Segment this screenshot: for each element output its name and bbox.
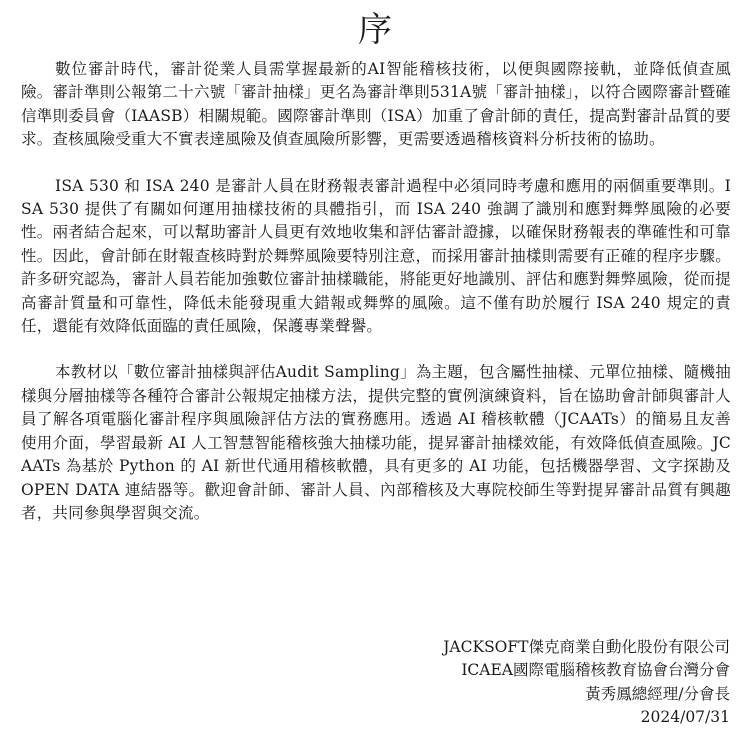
signature-company: JACKSOFT傑克商業自動化股份有限公司 bbox=[443, 638, 730, 656]
signature-date: 2024/07/31 bbox=[640, 708, 730, 727]
paragraph-2: ISA 530 和 ISA 240 是審計人員在財務報表審計過程中必須同時考慮和應用的兩個重要準則。ISA 530 提供了有關如何運用抽樣技術的具體指引，而 ISA 240 強調了識別和應對舞弊風險的必要性。兩者結合起來，可以幫助審計人員更有效地收集和評估審計證據，以確保財務報表的準確性和可靠性。因此，會計師在財報查核時對於舞弊風險要特別注意，而採用審計抽樣則需要有正確的程序步驟。許多研究認為，審計人員若能加強數位審計抽樣職能，將能更好地識別、評估和應對舞弊風險，從而提高審計質量和可靠性，降低未能發現重大錯報或舞弊的風險。這不僅有助於履行 ISA 240 規定的責任，還能有效降低面臨的責任風險，保護專業聲譽。 bbox=[21, 176, 731, 336]
page-title: 序 bbox=[358, 10, 392, 50]
preface-body bbox=[21, 58, 731, 525]
paragraph-3: 本教材以「數位審計抽樣與評估Audit Sampling」為主題，包含屬性抽樣、元單位抽樣、隨機抽樣與分層抽樣等各種符合審計公報規定抽樣方法，提供完整的實例演練資料，旨在協助會計師與審計人員了解各項電腦化審計程序與風險評估方法的實務應用。透過 AI 稽核軟體（JCAATs）的簡易且友善使用介面，學習最新 AI 人工智慧智能稽核強大抽樣功能，提昇審計抽樣效能，有效降低偵查風險。JCAATs 為基於 Python 的 AI 新世代通用稽核軟體，具有更多的 AI 功能，包括機器學習、文字探勘及 OPEN DATA 連結器等。歡迎會計師、審計人員、內部稽核及大專院校師生等對提昇審計品質有興趣者，共同參與學習與交流。 bbox=[21, 363, 731, 522]
paragraph-1: 數位審計時代，審計從業人員需掌握最新的AI智能稽核技術，以便與國際接軌，並降低偵查風險。審計準則公報第二十六號「審計抽樣」更名為審計準則531A號「審計抽樣」，以符合國際審計暨確信準則委員會（IAASB）相關規範。國際審計準則（ISA）加重了會計師的責任，提高對審計品質的要求。查核風險受重大不實表達風險及偵查風險所影響，更需要透過稽核資料分析技術的協助。 bbox=[21, 60, 731, 149]
signature-author: 黃秀鳳總經理/分會長 bbox=[585, 684, 730, 703]
signature-block bbox=[443, 636, 730, 730]
signature-association: ICAEA國際電腦稽核教育協會台灣分會 bbox=[461, 661, 730, 680]
